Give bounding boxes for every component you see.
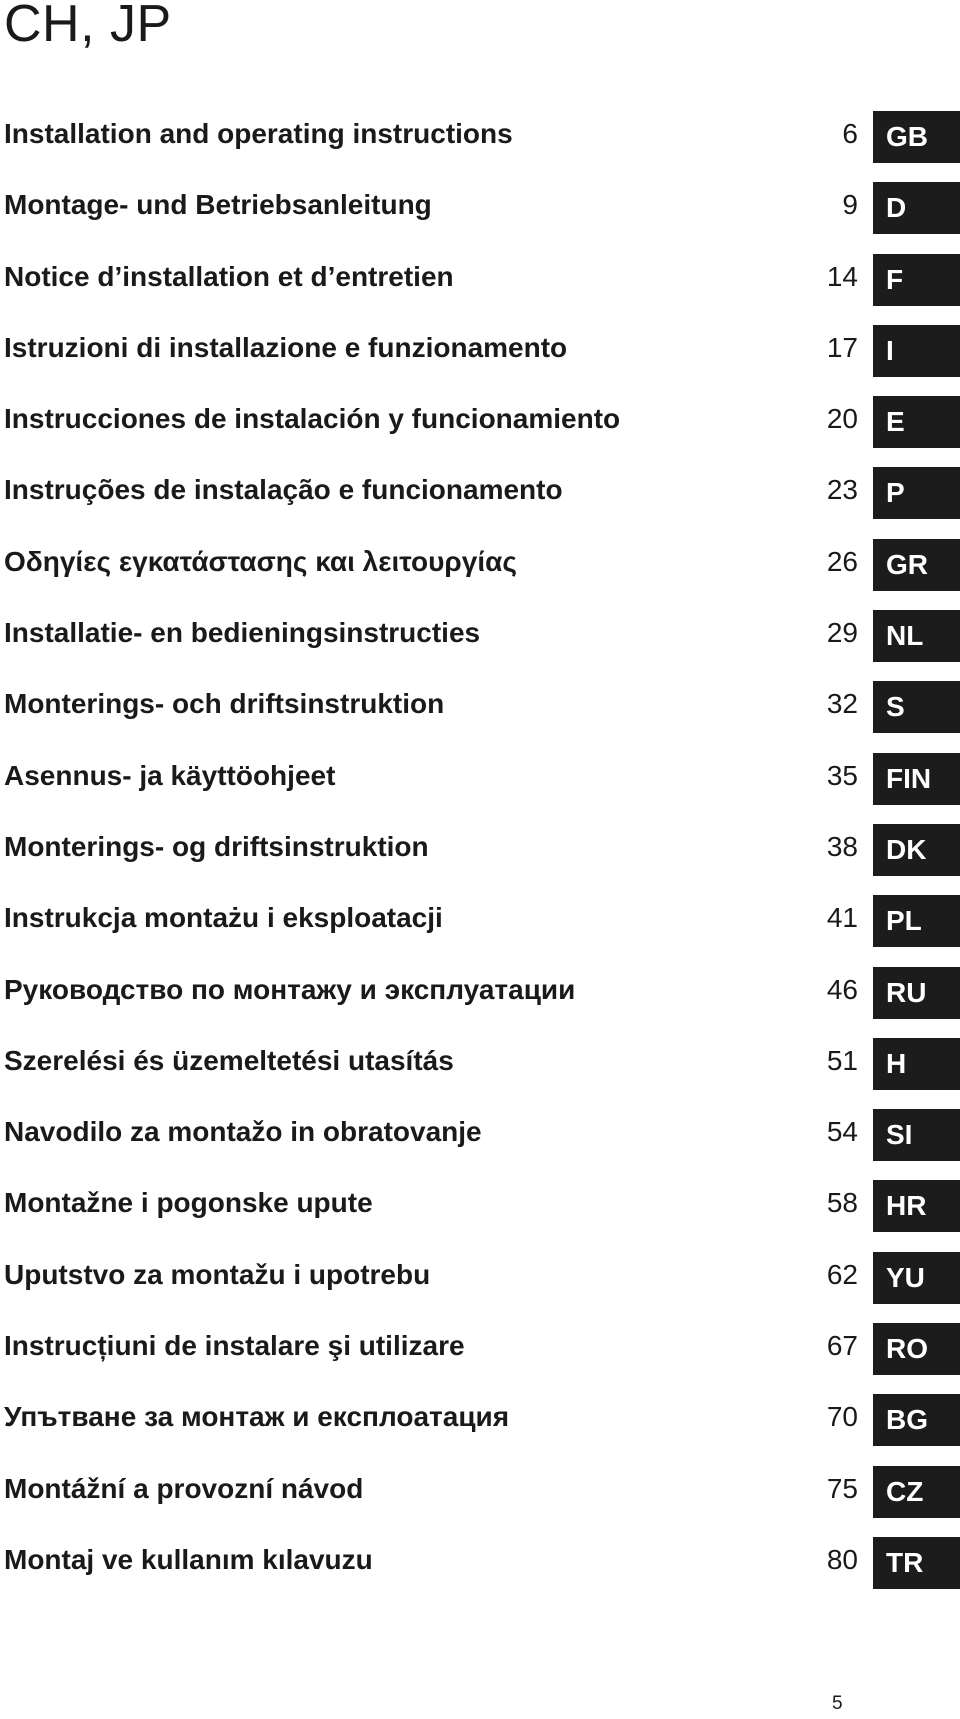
toc-entry-page: 23 xyxy=(826,474,858,506)
language-code-tab[interactable]: SI xyxy=(873,1109,960,1161)
toc-entry-page: 32 xyxy=(826,688,858,720)
toc-entry-pl[interactable] xyxy=(0,887,960,958)
toc-entry-title: Monterings- och driftsinstruktion xyxy=(4,688,445,720)
toc-entry-title: Руководство по монтажу и эксплуатации xyxy=(4,973,576,1005)
toc-entry-i[interactable] xyxy=(0,317,960,388)
toc-entry-page: 38 xyxy=(826,830,858,862)
toc-entry-page: 35 xyxy=(826,759,858,791)
toc-entry-page: 41 xyxy=(826,902,858,934)
toc-entry-title: Montage- und Betriebsanleitung xyxy=(4,189,432,221)
toc-entry-title: Notice d’installation et d’entretien xyxy=(4,260,454,292)
toc-entry-dk[interactable] xyxy=(0,816,960,887)
toc-entry-page: 29 xyxy=(826,617,858,649)
toc-entry-title: Istruzioni di installazione e funzionamento xyxy=(4,331,568,363)
toc-entry-fin[interactable] xyxy=(0,745,960,816)
toc-entry-page: 20 xyxy=(826,403,858,435)
language-code-tab[interactable]: I xyxy=(873,325,960,377)
language-code-tab[interactable]: CZ xyxy=(873,1466,960,1518)
language-code-tab[interactable]: F xyxy=(873,254,960,306)
toc-entry-title: Installation and operating instructions xyxy=(4,118,513,149)
toc-entry-title: Instruções de instalação e funcionamento xyxy=(4,474,563,506)
toc-entry-bg[interactable] xyxy=(0,1386,960,1457)
toc-entry-yu[interactable] xyxy=(0,1244,960,1315)
toc-entry-gr[interactable] xyxy=(0,531,960,602)
page-number: 5 xyxy=(832,1693,843,1714)
toc-entry-title: Montažne i pogonske upute xyxy=(4,1187,373,1219)
toc-entry-title: Monterings- og driftsinstruktion xyxy=(4,830,429,862)
language-code-tab[interactable]: GB xyxy=(873,111,960,163)
toc-entry-title: Installatie- en bedieningsinstructies xyxy=(4,617,481,649)
language-code-tab[interactable]: BG xyxy=(873,1394,960,1446)
toc-entry-page: 46 xyxy=(826,973,858,1005)
toc-entry-page: 70 xyxy=(826,1401,858,1433)
toc-entry-title: Montážní a provozní návod xyxy=(4,1472,364,1504)
toc-entry-page: 54 xyxy=(826,1116,858,1148)
toc-entry-page: 51 xyxy=(826,1044,858,1076)
toc-entry-title: Οδηγίες εγκατάστασης και λειτουργίας xyxy=(4,545,517,577)
language-code-tab[interactable]: H xyxy=(873,1038,960,1090)
language-code-tab[interactable]: RO xyxy=(873,1323,960,1375)
table-of-contents xyxy=(0,103,960,1600)
toc-entry-title: Navodilo za montažo in obratovanje xyxy=(4,1116,482,1148)
toc-entry-title: Montaj ve kullanım kılavuzu xyxy=(4,1543,373,1575)
language-code-tab[interactable]: P xyxy=(873,467,960,519)
toc-entry-page: 6 xyxy=(842,118,858,149)
toc-entry-h[interactable] xyxy=(0,1030,960,1101)
toc-entry-title: Instrucțiuni de instalare şi utilizare xyxy=(4,1330,465,1362)
toc-entry-page: 17 xyxy=(826,331,858,363)
toc-entry-hr[interactable] xyxy=(0,1172,960,1243)
page-title: CH, JP xyxy=(4,0,172,53)
toc-entry-ru[interactable] xyxy=(0,959,960,1030)
toc-entry-s[interactable] xyxy=(0,673,960,744)
toc-entry-page: 80 xyxy=(826,1543,858,1575)
language-code-tab[interactable]: FIN xyxy=(873,753,960,805)
toc-entry-page: 62 xyxy=(826,1258,858,1290)
toc-entry-e[interactable] xyxy=(0,388,960,459)
toc-entry-page: 75 xyxy=(826,1472,858,1504)
toc-entry-si[interactable] xyxy=(0,1101,960,1172)
language-code-tab[interactable]: D xyxy=(873,182,960,234)
toc-entry-d[interactable] xyxy=(0,174,960,245)
language-code-tab[interactable]: DK xyxy=(873,824,960,876)
toc-entry-page: 9 xyxy=(842,189,858,221)
toc-entry-gb[interactable] xyxy=(0,103,960,174)
toc-entry-nl[interactable] xyxy=(0,602,960,673)
language-code-tab[interactable]: S xyxy=(873,681,960,733)
toc-entry-page: 58 xyxy=(826,1187,858,1219)
toc-entry-cz[interactable] xyxy=(0,1458,960,1529)
toc-entry-page: 26 xyxy=(826,545,858,577)
toc-entry-title: Uputstvo za montažu i upotrebu xyxy=(4,1258,431,1290)
language-code-tab[interactable]: YU xyxy=(873,1252,960,1304)
language-code-tab[interactable]: HR xyxy=(873,1180,960,1232)
language-code-tab[interactable]: PL xyxy=(873,895,960,947)
toc-entry-title: Instrucciones de instalación y funcionamiento xyxy=(4,403,621,435)
toc-entry-title: Instrukcja montażu i eksploatacji xyxy=(4,902,443,934)
language-code-tab[interactable]: GR xyxy=(873,539,960,591)
language-code-tab[interactable]: TR xyxy=(873,1537,960,1589)
toc-entry-p[interactable] xyxy=(0,459,960,530)
toc-entry-page: 67 xyxy=(826,1330,858,1362)
toc-entry-tr[interactable] xyxy=(0,1529,960,1600)
language-code-tab[interactable]: E xyxy=(873,396,960,448)
language-code-tab[interactable]: RU xyxy=(873,967,960,1019)
toc-entry-title: Asennus- ja käyttöohjeet xyxy=(4,759,336,791)
toc-entry-title: Упътване за монтаж и експлоатация xyxy=(4,1401,510,1433)
toc-entry-f[interactable] xyxy=(0,246,960,317)
toc-entry-page: 14 xyxy=(826,260,858,292)
toc-entry-ro[interactable] xyxy=(0,1315,960,1386)
language-code-tab[interactable]: NL xyxy=(873,610,960,662)
toc-entry-title: Szerelési és üzemeltetési utasítás xyxy=(4,1044,454,1076)
